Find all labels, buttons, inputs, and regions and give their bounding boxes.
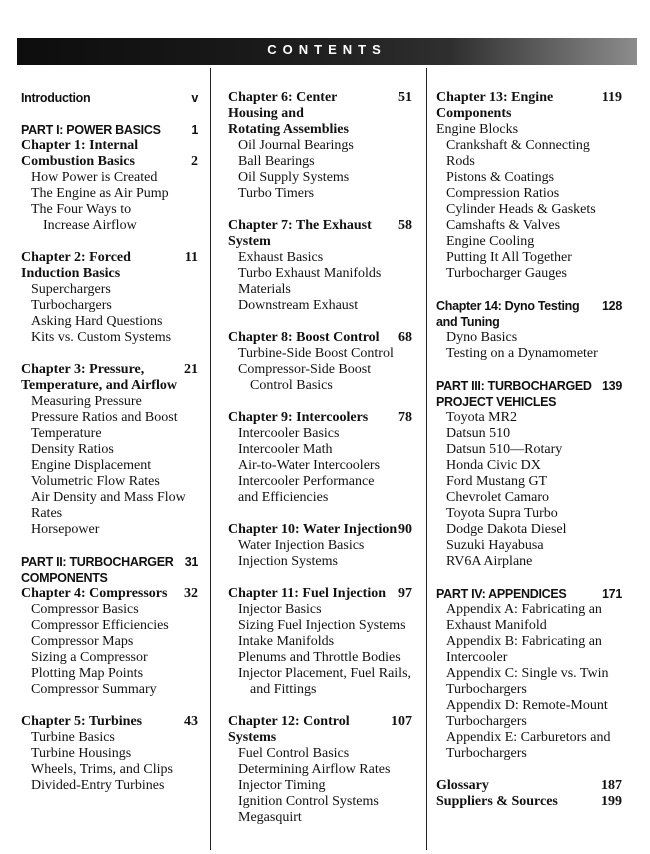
toc-subentry[interactable]: Turbine-Side Boost Control <box>238 346 394 361</box>
toc-subentry[interactable]: Injector Placement, Fuel Rails, <box>238 666 412 681</box>
toc-entry-part-ii-turbocharger-components[interactable] <box>21 554 198 586</box>
toc-subentry[interactable]: Crankshaft & Connecting Rods <box>446 138 590 169</box>
entry-title-line: PART II: TURBOCHARGER <box>21 555 174 569</box>
toc-subentry[interactable]: Cylinder Heads & Gaskets <box>446 202 596 217</box>
entry-title-line: Introduction <box>21 91 91 105</box>
toc-subentry[interactable]: Injector Timing <box>238 778 326 793</box>
contents-title: CONTENTS <box>267 42 387 57</box>
toc-subentry[interactable]: Turbine Basics <box>31 730 115 745</box>
toc-subentry[interactable]: Turbocharger Gauges <box>446 266 567 281</box>
section-spacer <box>228 314 412 330</box>
toc-entry-chapter-14-dyno-testing-and-tuning[interactable] <box>436 298 622 330</box>
toc-entry-introduction[interactable] <box>21 90 198 106</box>
toc-subentry[interactable]: and Efficiencies <box>238 490 329 505</box>
toc-entry-suppliers-sources[interactable] <box>436 794 622 810</box>
toc-subentry[interactable]: Putting It All Together <box>446 250 572 265</box>
entry-title-line: Chapter 3: Pressure, <box>21 362 145 377</box>
page-number: 139 <box>602 379 622 393</box>
toc-subentry[interactable]: Compressor Maps <box>31 634 134 649</box>
toc-subentry[interactable]: Pistons & Coatings <box>446 170 555 185</box>
toc-subentry[interactable]: RV6A Airplane <box>446 554 533 569</box>
toc-subentry[interactable]: Exhaust Basics <box>238 250 324 265</box>
entry-title-line: COMPONENTS <box>21 571 108 585</box>
page-number: 51 <box>398 90 412 105</box>
toc-subentry[interactable]: Appendix A: Fabricating an <box>446 602 602 617</box>
section-spacer <box>228 394 412 410</box>
toc-subentry[interactable]: Oil Journal Bearings <box>238 138 354 153</box>
toc-entry-part-i-power-basics[interactable] <box>21 122 198 138</box>
toc-subentry[interactable]: Ignition Control Systems <box>238 794 379 809</box>
toc-subentry[interactable]: Intercooler Math <box>238 442 333 457</box>
toc-subentry[interactable]: Downstream Exhaust <box>238 298 359 313</box>
entry-title-line: Chapter 4: Compressors <box>21 586 168 601</box>
section-spacer <box>228 698 412 714</box>
toc-subentry[interactable]: Appendix D: Remote-Mount <box>446 698 608 713</box>
toc-subentry[interactable]: The Engine as Air Pump <box>31 186 169 201</box>
toc-subentry[interactable]: Compressor Summary <box>31 682 157 697</box>
toc-subentry[interactable]: Air Density and Mass Flow Rates <box>31 490 186 521</box>
entry-title-line: Suppliers & Sources <box>436 794 558 809</box>
entry-title-line: Chapter 11: Fuel Injection <box>228 586 387 601</box>
toc-subentry[interactable]: Datsun 510 <box>446 426 511 441</box>
toc-subentry[interactable]: Turbochargers <box>446 682 527 697</box>
section-spacer <box>436 762 622 778</box>
toc-entry-chapter-8-boost-control[interactable] <box>228 330 412 346</box>
toc-subentry[interactable]: Sizing Fuel Injection Systems <box>238 618 406 633</box>
entry-title-line: PART IV: APPENDICES <box>436 587 567 601</box>
toc-subentry[interactable]: Appendix C: Single vs. Twin <box>446 666 609 681</box>
page-number: 97 <box>398 586 412 601</box>
page-number: 31 <box>184 555 198 569</box>
toc-entry-chapter-9-intercoolers[interactable] <box>228 410 412 426</box>
entry-title-line: Chapter 10: Water Injection <box>228 522 398 537</box>
section-spacer <box>436 362 622 378</box>
toc-subentry[interactable]: Sizing a Compressor <box>31 650 148 665</box>
toc-subentry[interactable]: Injection Systems <box>238 554 338 569</box>
entry-title-line: Chapter 7: The Exhaust <box>228 218 372 233</box>
toc-subentry[interactable]: Plotting Map Points <box>31 666 144 681</box>
entry-title-line: Chapter 13: Engine <box>436 90 554 105</box>
section-spacer <box>21 106 198 122</box>
toc-column-1 <box>21 90 198 794</box>
entry-title-line: Chapter 8: Boost Control <box>228 330 380 345</box>
toc-subentry[interactable]: Turbo Timers <box>238 186 315 201</box>
page-number: 43 <box>184 714 198 729</box>
entry-title-line: PROJECT VEHICLES <box>436 395 557 409</box>
toc-subentry[interactable]: Testing on a Dynamometer <box>446 346 598 361</box>
toc-subentry[interactable]: Water Injection Basics <box>238 538 365 553</box>
column-divider <box>426 68 427 850</box>
toc-subentry[interactable]: Compressor-Side Boost <box>238 362 372 377</box>
section-spacer <box>21 538 198 554</box>
toc-subentry[interactable]: Air-to-Water Intercoolers <box>238 458 381 473</box>
toc-entry-chapter-10-water-injection[interactable] <box>228 522 412 538</box>
toc-subentry[interactable]: Turbine Housings <box>31 746 132 761</box>
toc-subentry[interactable]: Appendix E: Carburetors and <box>446 730 611 745</box>
toc-subentry[interactable]: Toyota MR2 <box>446 410 517 425</box>
toc-subentry[interactable]: Camshafts & Valves <box>446 218 561 233</box>
toc-subentry[interactable]: Appendix B: Fabricating an <box>446 634 602 649</box>
toc-column-3 <box>436 90 622 810</box>
toc-subentry[interactable]: Ball Bearings <box>238 154 315 169</box>
toc-subentry[interactable]: Turbochargers <box>446 714 527 729</box>
toc-entry-chapter-11-fuel-injection[interactable] <box>228 586 412 602</box>
page-number: 119 <box>601 90 622 105</box>
toc-subentry[interactable]: Chevrolet Camaro <box>446 490 550 505</box>
entry-title-line: Systems <box>228 730 277 745</box>
toc-subentry[interactable]: Datsun 510—Rotary <box>446 442 563 457</box>
toc-entry-chapter-5-turbines[interactable] <box>21 714 198 730</box>
contents-banner <box>17 38 637 65</box>
toc-subentry[interactable]: Volumetric Flow Rates <box>31 474 160 489</box>
entry-title-line: Chapter 6: Center <box>228 90 338 105</box>
toc-entry-chapter-13-engine-components[interactable] <box>436 90 622 122</box>
page-number: 199 <box>601 794 622 809</box>
section-spacer <box>228 202 412 218</box>
page-number: 32 <box>184 586 198 601</box>
section-spacer <box>436 282 622 298</box>
entry-title-line: Chapter 2: Forced <box>21 250 131 265</box>
column-divider <box>210 68 211 850</box>
toc-subentry[interactable]: Turbochargers <box>31 298 112 313</box>
toc-subentry[interactable]: Asking Hard Questions <box>31 314 163 329</box>
toc-entry-glossary[interactable] <box>436 778 622 794</box>
page-number: 11 <box>184 250 198 265</box>
entry-title-line: PART I: POWER BASICS <box>21 123 161 137</box>
toc-subentry[interactable]: The Four Ways to <box>31 202 132 217</box>
section-spacer <box>21 234 198 250</box>
toc-entry-chapter-6-center-housing-and-rotating-assemblies[interactable] <box>228 90 412 138</box>
page-number: 21 <box>184 362 198 377</box>
toc-subentry[interactable]: and Fittings <box>250 682 317 697</box>
page-number: 187 <box>601 778 622 793</box>
toc-entry-chapter-2-forced-induction-basics[interactable] <box>21 250 198 282</box>
section-spacer <box>228 570 412 586</box>
page-number: 107 <box>391 714 412 729</box>
entry-title-line: Temperature, and Airflow <box>21 378 177 393</box>
section-spacer <box>228 506 412 522</box>
page-number: 128 <box>602 299 622 313</box>
toc-entry-chapter-7-the-exhaust-system[interactable] <box>228 218 412 250</box>
entry-title-line: Chapter 14: Dyno Testing <box>436 299 580 313</box>
toc-subentry[interactable]: Honda Civic DX <box>446 458 541 473</box>
toc-subentry[interactable]: How Power is Created <box>31 170 158 185</box>
toc-subentry[interactable]: Engine Cooling <box>446 234 535 249</box>
page-number: 90 <box>398 522 412 537</box>
entry-title-line: PART III: TURBOCHARGED <box>436 379 592 393</box>
toc-subentry[interactable]: Pressure Ratios and Boost <box>31 410 178 425</box>
toc-subentry[interactable]: Compression Ratios <box>446 186 560 201</box>
toc-subentry[interactable]: Injector Basics <box>238 602 322 617</box>
toc-entry-part-iv-appendices[interactable] <box>436 586 622 602</box>
toc-subentry[interactable]: Turbo Exhaust Manifolds <box>238 266 382 281</box>
entry-title-line: Components <box>436 106 512 121</box>
section-spacer <box>21 698 198 714</box>
toc-subentry[interactable]: Density Ratios <box>31 442 114 457</box>
toc-subentry[interactable]: Suzuki Hayabusa <box>446 538 544 553</box>
toc-subentry[interactable]: Intake Manifolds <box>238 634 335 649</box>
toc-subentry[interactable]: Dyno Basics <box>446 330 518 345</box>
page-number: 68 <box>398 330 412 345</box>
page-number: 1 <box>191 123 198 137</box>
toc-subentry[interactable]: Kits vs. Custom Systems <box>31 330 172 345</box>
toc-subentry[interactable]: Engine Displacement <box>31 458 152 473</box>
toc-subentry[interactable]: Ford Mustang GT <box>446 474 548 489</box>
entry-title-line: Chapter 1: Internal <box>21 138 139 153</box>
toc-subentry[interactable]: Fuel Control Basics <box>238 746 350 761</box>
toc-subentry[interactable]: Control Basics <box>250 378 333 393</box>
entry-title-line: and Tuning <box>436 315 500 329</box>
toc-subentry[interactable]: Superchargers <box>31 282 111 297</box>
section-spacer <box>21 346 198 362</box>
toc-subentry[interactable]: Increase Airflow <box>43 218 137 233</box>
toc-subentry[interactable]: Intercooler <box>446 650 508 665</box>
toc-subentry[interactable]: Turbochargers <box>446 746 527 761</box>
toc-subentry[interactable]: Determining Airflow Rates <box>238 762 391 777</box>
page-number: 58 <box>398 218 412 233</box>
entry-title-line: System <box>228 234 271 249</box>
toc-subentry[interactable]: Divided-Entry Turbines <box>31 778 165 793</box>
toc-subentry[interactable]: Dodge Dakota Diesel <box>446 522 567 537</box>
toc-entry-chapter-1-internal-combustion-basics[interactable] <box>21 138 198 170</box>
entry-title-line: Chapter 5: Turbines <box>21 714 143 729</box>
toc-entry-chapter-3-pressure-temperature-and-airflow[interactable] <box>21 362 198 394</box>
toc-subentry[interactable]: Wheels, Trims, and Clips <box>31 762 173 777</box>
page-number: v <box>191 91 198 105</box>
toc-subentry[interactable]: Compressor Basics <box>31 602 139 617</box>
entry-title-line: Induction Basics <box>21 266 121 281</box>
page-number: 171 <box>602 587 622 601</box>
toc-subentry[interactable]: Materials <box>238 282 291 297</box>
toc-subentry[interactable]: Horsepower <box>31 522 100 537</box>
toc-column-2 <box>228 90 412 826</box>
entry-title-line: Housing and <box>228 106 304 121</box>
toc-subentry[interactable]: Toyota Supra Turbo <box>446 506 558 521</box>
entry-title-line: Chapter 9: Intercoolers <box>228 410 369 425</box>
toc-subentry[interactable]: Plenums and Throttle Bodies <box>238 650 401 665</box>
entry-title-line: Combustion Basics <box>21 154 135 169</box>
toc-subentry[interactable]: Intercooler Basics <box>238 426 340 441</box>
toc-subentry[interactable]: Exhaust Manifold <box>446 618 547 633</box>
toc-subentry[interactable]: Intercooler Performance <box>238 474 375 489</box>
toc-entry-chapter-12-control-systems[interactable] <box>228 714 412 746</box>
toc-subentry[interactable]: Oil Supply Systems <box>238 170 350 185</box>
entry-title-line: Rotating Assemblies <box>228 122 349 137</box>
toc-subentry[interactable]: Measuring Pressure <box>31 394 142 409</box>
entry-title-line: Chapter 12: Control <box>228 714 350 729</box>
page-number: 78 <box>398 410 412 425</box>
entry-title-line: Glossary <box>436 778 489 793</box>
toc-subentry[interactable]: Temperature <box>31 426 102 441</box>
toc-entry-chapter-4-compressors[interactable] <box>21 586 198 602</box>
toc-entry-part-iii-turbocharged-project-vehicles[interactable] <box>436 378 622 410</box>
toc-subentry[interactable]: Compressor Efficiencies <box>31 618 169 633</box>
toc-subentry[interactable]: Megasquirt <box>238 810 302 825</box>
toc-subentry[interactable]: Engine Blocks <box>436 122 519 137</box>
section-spacer <box>436 570 622 586</box>
page-number: 2 <box>191 154 198 169</box>
